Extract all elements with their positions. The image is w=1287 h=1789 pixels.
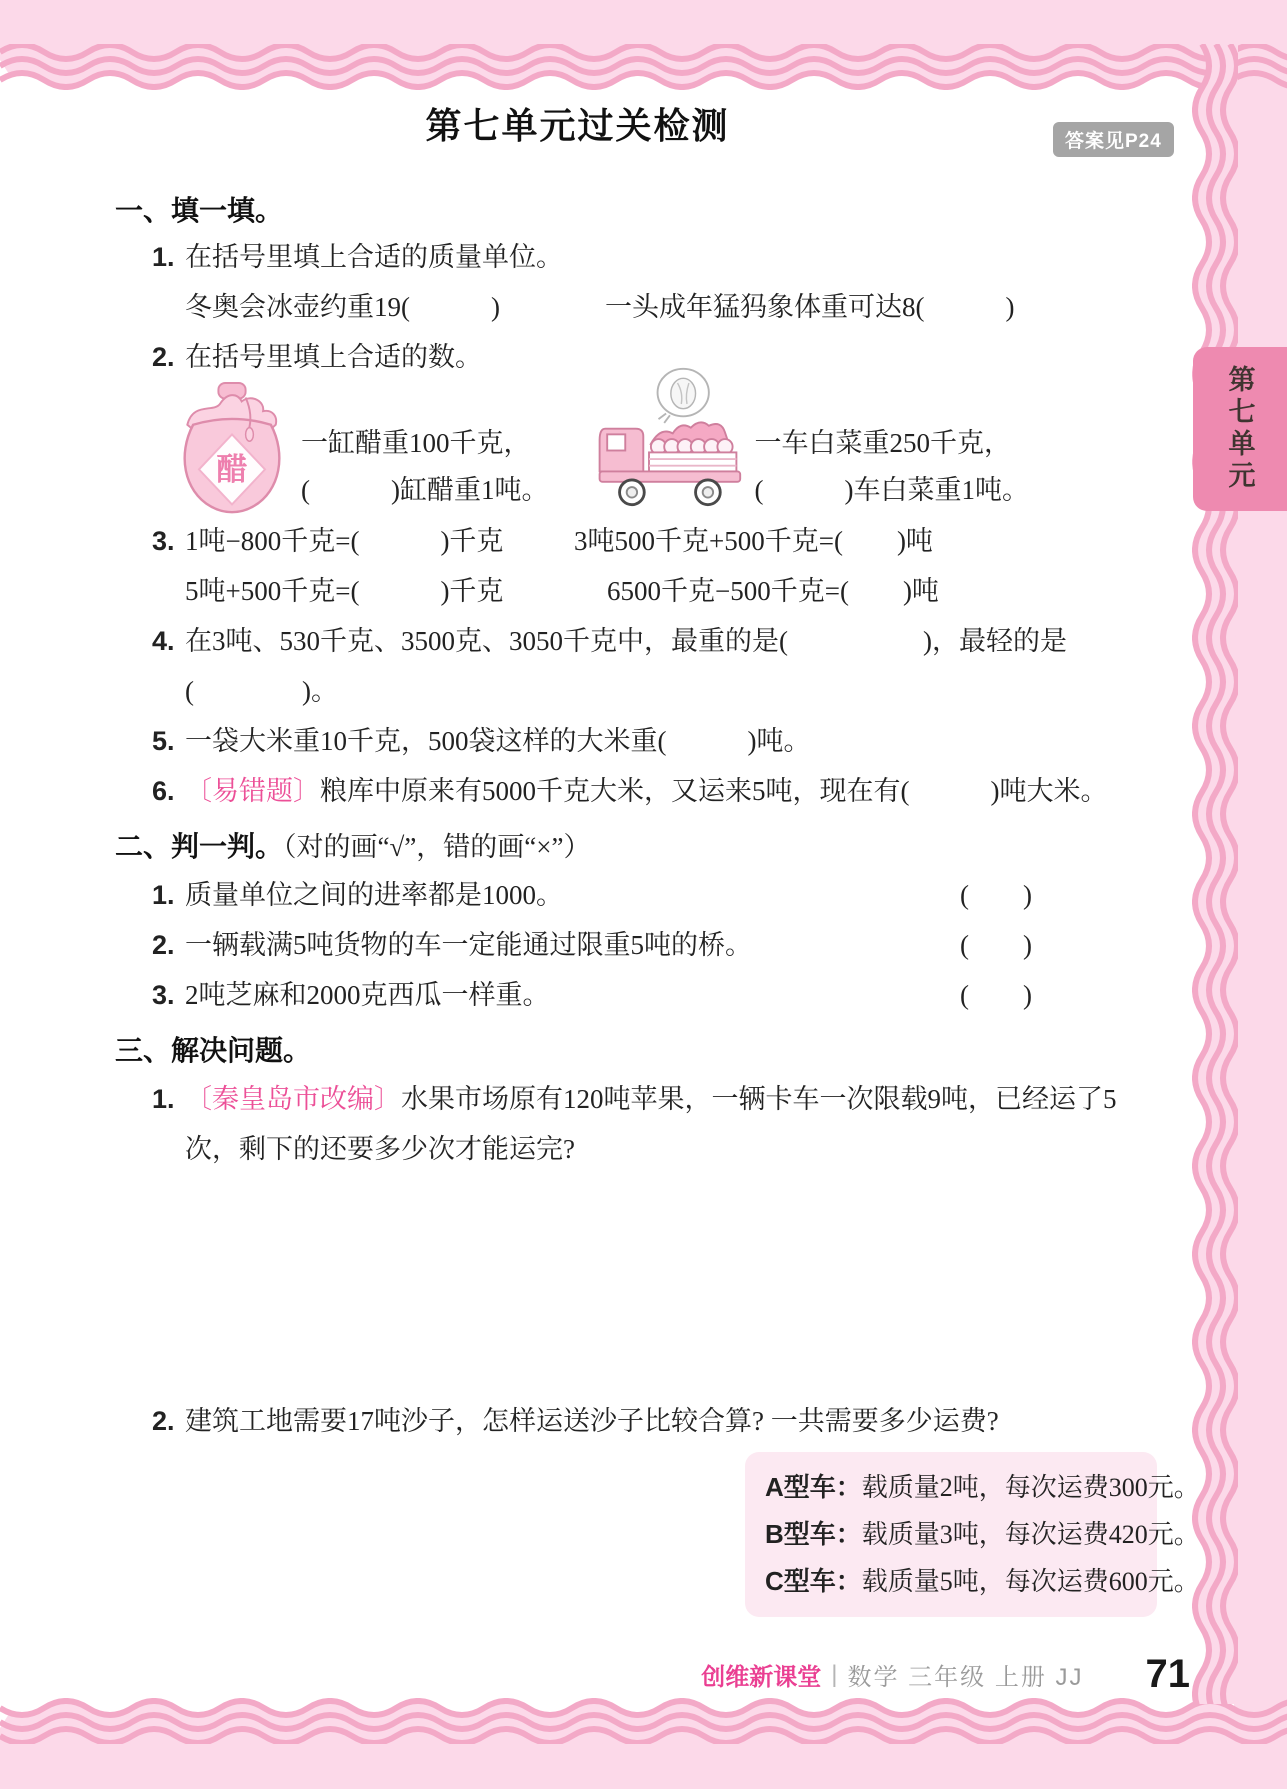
fill-q1: [115, 232, 1040, 282]
error-prone-tag: 〔易错题〕: [185, 776, 320, 806]
fill-q6: [115, 766, 1108, 816]
right-pink-band: [1234, 46, 1287, 1712]
judge-answer-blank: ( ): [960, 980, 1032, 1010]
question-number: 3.: [152, 526, 175, 556]
fill-q1-left: 冬奥会冰壶约重19( ): [185, 292, 500, 322]
unit-tab-label: 第七单元: [1224, 365, 1255, 493]
judge-heading-note: （对的画“√”，错的画“×”）: [283, 832, 591, 862]
vinegar-jar-icon: [173, 382, 291, 518]
truck-label: B型车：: [765, 1519, 862, 1549]
section-heading-judge: [115, 824, 1040, 870]
top-wave-border-icon: [0, 44, 1287, 90]
page-title: 第七单元过关检测: [425, 105, 730, 146]
fill-q1-right: 一头成年猛犸象体重可达8( ): [605, 292, 1015, 322]
work-space: [115, 1174, 1040, 1396]
footer-divider: |: [831, 1660, 838, 1688]
question-text: 在3吨、530千克、3500克、3050千克中，最重的是( )，最轻的是: [185, 626, 1067, 656]
judge-answer-blank: ( ): [960, 930, 1032, 960]
question-number: 2.: [152, 1406, 175, 1436]
question-text: 在括号里填上合适的质量单位。: [185, 242, 563, 272]
page-number: 71: [1145, 1652, 1190, 1696]
judge-answer-blank: ( ): [960, 880, 1032, 910]
truck-line2: ( )车白菜重1吨。: [754, 475, 1029, 505]
truck-label: A型车：: [765, 1472, 862, 1502]
fill-q5: [115, 716, 1040, 766]
footer-brand: 创维新课堂: [701, 1664, 822, 1691]
page-footer: [115, 1652, 1190, 1697]
judge-text: 一辆载满5吨货物的车一定能通过限重5吨的桥。: [185, 930, 752, 960]
right-wave-border-icon: [1192, 44, 1238, 1704]
solve-p1-line2: 次，剩下的还要多少次才能运完?: [185, 1134, 575, 1164]
truck-detail: 载质量2吨，每次运费300元。: [861, 1473, 1200, 1502]
truck-info-box: [745, 1452, 1200, 1617]
jar-line1: 一缸醋重100千克，: [301, 428, 531, 458]
judge-item-1: [115, 870, 1040, 920]
judge-text: 质量单位之间的进率都是1000。: [185, 880, 563, 910]
jar-line2: ( )缸醋重1吨。: [301, 475, 549, 505]
question-number: 2.: [152, 930, 175, 960]
fill-q3-c: 5吨+500千克=( )千克: [185, 576, 504, 606]
solve-p1-line1: [115, 1074, 1117, 1124]
question-number: 3.: [152, 980, 175, 1010]
judge-item-2: [115, 920, 1040, 970]
fill-q3-row1: [115, 516, 1040, 566]
answers-badge: 答案见P24: [1053, 122, 1174, 157]
question-number: 4.: [152, 626, 175, 656]
fill-q2-illustrations: [115, 384, 1040, 516]
truck-detail: 载质量5吨，每次运费600元。: [861, 1567, 1200, 1596]
fill-q3-b: 3吨500千克+500千克=( )吨: [574, 526, 933, 556]
fill-q3-row2: [115, 566, 1040, 616]
bottom-wave-border-icon: [0, 1698, 1287, 1744]
question-number: 5.: [152, 726, 175, 756]
judge-heading-text: 二、判一判。: [115, 831, 284, 862]
truck-info-b: [765, 1511, 1200, 1558]
truck-line1: 一车白菜重250千克，: [754, 428, 1011, 458]
truck-detail: 载质量3吨，每次运费420元。: [861, 1520, 1200, 1549]
fill-q4-line2: ( )。: [185, 676, 338, 706]
truck-info-a: [765, 1464, 1200, 1511]
worksheet-content: [115, 190, 1200, 1617]
footer-meta: 数学 三年级 上册 JJ: [847, 1664, 1084, 1691]
question-number: 6.: [152, 776, 175, 806]
truck-info-c: [765, 1558, 1200, 1605]
fill-q1-blanks: [115, 282, 1040, 332]
question-text: 建筑工地需要17吨沙子，怎样运送沙子比较合算? 一共需要多少运费?: [185, 1406, 999, 1436]
section-heading-solve: 三、解决问题。: [115, 1035, 312, 1066]
fill-q3-d: 6500千克−500千克=( )吨: [607, 576, 939, 606]
judge-text: 2吨芝麻和2000克西瓜一样重。: [185, 980, 550, 1010]
source-tag: 〔秦皇岛市改编〕: [185, 1084, 401, 1114]
question-number: 1.: [152, 1084, 175, 1114]
bottom-pink-band: [0, 1740, 1287, 1789]
section-heading-fill: 一、填一填。: [115, 195, 284, 226]
question-text: 一袋大米重10千克，500袋这样的大米重( )吨。: [185, 726, 811, 756]
question-number: 1.: [152, 880, 175, 910]
top-pink-band: [0, 0, 1287, 48]
question-number: 2.: [152, 342, 175, 372]
solve-p2: [115, 1396, 1040, 1446]
fill-q2-jar-text: [301, 420, 548, 516]
cabbage-truck-icon: [592, 362, 744, 520]
svg-text:醋: 醋: [216, 452, 248, 488]
unit-tab: [1193, 347, 1287, 511]
question-text: 粮库中原来有5000千克大米，又运来5吨，现在有( )吨大米。: [320, 776, 1108, 806]
fill-q2-truck-text: [754, 420, 1028, 516]
fill-q3-a: 1吨−800千克=( )千克: [185, 526, 504, 556]
fill-q2: [115, 332, 1040, 382]
question-text: 在括号里填上合适的数。: [185, 342, 482, 372]
judge-item-3: [115, 970, 1040, 1020]
fill-q4-line1: [115, 616, 1067, 666]
question-number: 1.: [152, 242, 175, 272]
question-text: 水果市场原有120吨苹果，一辆卡车一次限载9吨，已经运了5: [401, 1084, 1117, 1114]
truck-label: C型车：: [765, 1566, 862, 1596]
